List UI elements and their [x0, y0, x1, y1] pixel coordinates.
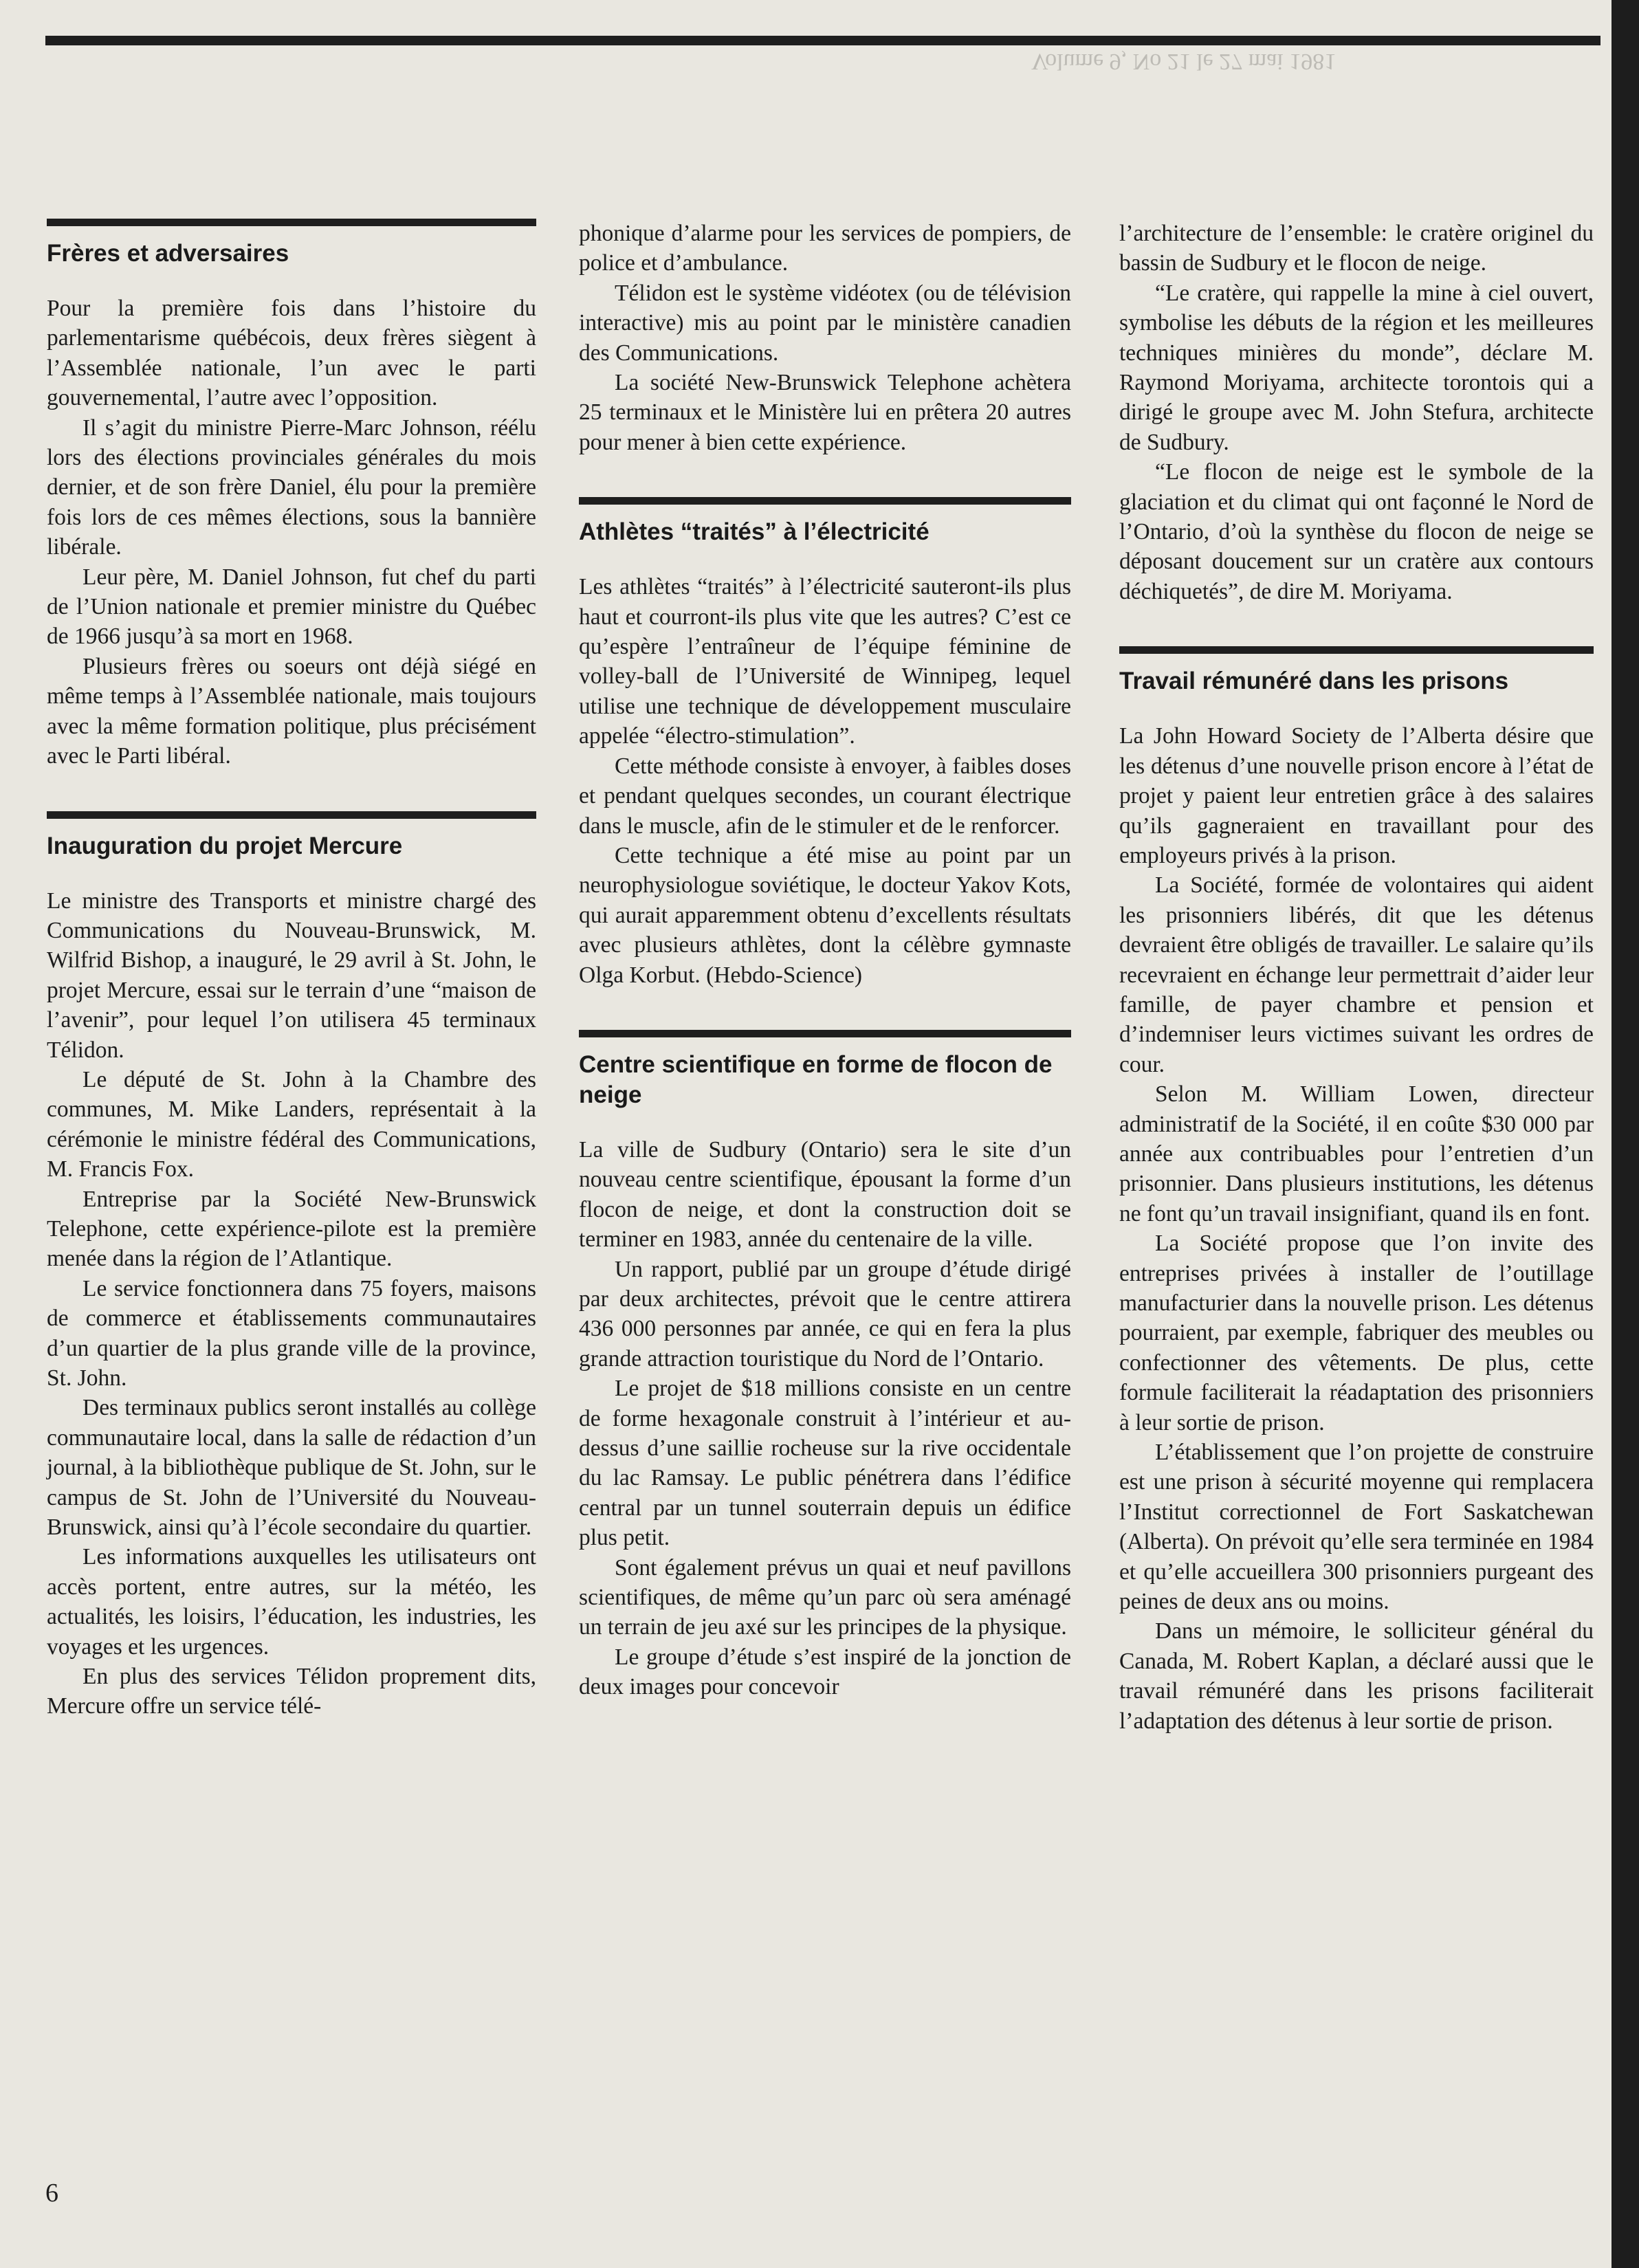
paragraph: La ville de Sudbury (Ontario) sera le site d’un nouveau centre scientifique, épousant la forme d’un flocon de neige, et dont la construction doit se terminer en 1983, année du centenaire de la ville.	[579, 1136, 1071, 1253]
article-prisons	[1119, 646, 1594, 1736]
header-rule	[45, 36, 1600, 45]
bleed-through-header: Volume 9, No 21 le 27 mai 1981	[1031, 49, 1336, 74]
article-title: Frères et adversaires	[47, 240, 289, 267]
page-edge-shadow	[1612, 0, 1639, 2268]
paragraph: Le groupe d’étude s’est inspiré de la jonction de deux images pour concevoir	[579, 1644, 1071, 1700]
paragraph: Pour la première fois dans l’histoire du parlementarisme québécois, deux frères siègent à l’Assemblée nationale, l’un avec le parti gouvernemental, l’autre avec l’opposition.	[47, 296, 536, 411]
paragraph: La Société, formée de volontaires qui aident les prisonniers libérés, dit que les détenus devraient être obligés de travailler. Le salaire qu’ils recevraient en échange leur permettrait d’aider leur famille, de payer chambre et pension et d’indemniser leurs victimes suivant les ordres de cour.	[1119, 872, 1594, 1077]
paragraph: Les informations auxquelles les utilisateurs ont accès portent, entre autres, sur la météo, les actualités, les loisirs, l’éducation, les industries, les voyages et les urgences.	[47, 1544, 536, 1660]
article-mercure	[47, 811, 536, 1721]
paragraph: Dans un mémoire, le solliciteur général du Canada, M. Robert Kaplan, a déclaré aussi que le travail rémunéré dans les prisons faciliterait l’adaptation des détenus à leur sortie de prison.	[1119, 1618, 1594, 1734]
paragraph: phonique d’alarme pour les services de pompiers, de police et d’ambulance.	[579, 221, 1071, 276]
paragraph: Il s’agit du ministre Pierre-Marc Johnson, réélu lors des élections provinciales générales du mois dernier, et de son frère Daniel, élu pour la première fois lors de ces mêmes élections, sous la bannière libérale.	[47, 415, 536, 560]
paragraph: Des terminaux publics seront installés au collège communautaire local, dans la salle de rédaction d’un journal, à la bibliothèque publique de St. John, sur le campus de St. John de l’Université du Nouveau-Brunswick, ainsi qu’à l’école secondaire du quartier.	[47, 1395, 536, 1541]
paragraph: Leur père, M. Daniel Johnson, fut chef du parti de l’Union nationale et premier ministre du Québec de 1966 jusqu’à sa mort en 1968.	[47, 564, 536, 650]
paragraph: Un rapport, publié par un groupe d’étude dirigé par deux architectes, prévoit que le centre attirera 436 000 personnes par année, ce qui en fera la plus grande attraction touristique du Nord de l’Ontario.	[579, 1256, 1071, 1372]
paragraph: Entreprise par la Société New-Brunswick Telephone, cette expérience-pilote est la première menée dans la région de l’Atlantique.	[47, 1186, 536, 1272]
paragraph: Le projet de $18 millions consiste en un centre de forme hexagonale construit à l’intérieur et au-dessus d’une saillie rocheuse sur la rive occidentale du lac Ramsay. Le public pénétrera dans l’édifice central par un tunnel souterrain depuis un édifice plus petit.	[579, 1376, 1071, 1551]
section-rule	[579, 1030, 1071, 1037]
paragraph: La société New-Brunswick Telephone achètera 25 terminaux et le Ministère lui en prêtera 20 autres pour mener à bien cette expérience.	[579, 370, 1071, 455]
article-title: Centre scientifique en forme de flocon de neige	[579, 1050, 1053, 1108]
page-number: 6	[45, 2179, 58, 2208]
article-title: Inauguration du projet Mercure	[47, 832, 403, 859]
section-rule	[47, 219, 536, 226]
column-2	[579, 219, 1071, 1702]
column-1	[47, 219, 536, 1721]
paragraph: La John Howard Society de l’Alberta désire que les détenus d’une nouvelle prison encore à l’état de projet y paient leur entretien grâce à des salaires qu’ils gagneraient en travaillant pour des employeurs privés à la prison.	[1119, 723, 1594, 868]
article-centre-continued	[1119, 219, 1594, 606]
paragraph: Télidon est le système vidéotex (ou de télévision interactive) mis au point par le ministère canadien des Communications.	[579, 280, 1071, 366]
paragraph: Les athlètes “traités” à l’électricité sauteront-ils plus haut et courront-ils plus vite que les autres? C’est ce qu’espère l’entraîneur de l’équipe féminine de volley-ball de l’Université de Winnipeg, lequel utilise une technique de développement musculaire appelée “électro-stimulation”.	[579, 574, 1071, 749]
paragraph: Cette méthode consiste à envoyer, à faibles doses et pendant quelques secondes, un courant électrique dans le muscle, afin de le stimuler et de le renforcer.	[579, 753, 1071, 839]
paragraph: Le service fonctionnera dans 75 foyers, maisons de commerce et établissements communautaires d’un quartier de la plus grande ville de la province, St. John.	[47, 1275, 536, 1391]
article-mercure-continued	[579, 219, 1071, 457]
paragraph: Cette technique a été mise au point par un neurophysiologue soviétique, le docteur Yakov Kots, qui aurait apparemment obtenu d’excellents résultats avec plusieurs athlètes, dont la célèbre gymnaste Olga Korbut. (Hebdo-Science)	[579, 842, 1071, 988]
paragraph: Le député de St. John à la Chambre des communes, M. Mike Landers, représentait à la cérémonie le ministre fédéral des Communications, M. Francis Fox.	[47, 1066, 536, 1182]
article-title: Athlètes “traités” à l’électricité	[579, 518, 930, 546]
article-athletes	[579, 497, 1071, 990]
article-title: Travail rémunéré dans les prisons	[1119, 668, 1509, 695]
paragraph: La Société propose que l’on invite des entreprises privées à installer de l’outillage manufacturier dans la nouvelle prison. Les détenus pourraient, par exemple, fabriquer des meubles ou confectionner des vêtements. De plus, cette formule faciliterait la réadaptation des prisonniers à leur sortie de prison.	[1119, 1231, 1594, 1435]
paragraph: Sont également prévus un quai et neuf pavillons scientifiques, de même qu’un parc où sera aménagé un terrain de jeu axé sur les principes de la physique.	[579, 1554, 1071, 1640]
paragraph: “Le cratère, qui rappelle la mine à ciel ouvert, symbolise les débuts de la région et les meilleures techniques minières du monde”, déclare M. Raymond Moriyama, architecte torontois qui a dirigé le groupe avec M. John Stefura, architecte de Sudbury.	[1119, 280, 1594, 455]
paragraph: Plusieurs frères ou soeurs ont déjà siégé en même temps à l’Assemblée nationale, mais toujours avec la même formation politique, plus précisément avec le Parti libéral.	[47, 653, 536, 769]
article-centre-scientifique	[579, 1030, 1071, 1702]
paragraph: l’architecture de l’ensemble: le cratère originel du bassin de Sudbury et le flocon de neige.	[1119, 221, 1594, 276]
section-rule	[1119, 646, 1594, 654]
paragraph: Selon M. William Lowen, directeur administratif de la Société, il en coûte $30 000 par année aux contribuables pour l’entretien d’un prisonnier. Dans plusieurs institutions, les détenus ne font qu’un travail insignifiant, quand ils en font.	[1119, 1081, 1594, 1226]
paragraph: En plus des services Télidon proprement dits, Mercure offre un service télé-	[47, 1664, 536, 1719]
paragraph: Le ministre des Transports et ministre chargé des Communications du Nouveau-Brunswick, M. Wilfrid Bishop, a inauguré, le 29 avril à St. John, le projet Mercure, essai sur le terrain d’une “maison de l’avenir”, pour lequel l’on utilisera 45 terminaux Télidon.	[47, 888, 536, 1063]
column-3	[1119, 219, 1594, 1736]
paragraph: L’établissement que l’on projette de construire est une prison à sécurité moyenne qui remplacera l’Institut correctionnel de Fort Saskatchewan (Alberta). On prévoit qu’elle sera terminée en 1984 et qu’elle accueillera 300 prisonniers purgeant des peines de deux ans ou moins.	[1119, 1440, 1594, 1615]
section-rule	[47, 811, 536, 819]
paragraph: “Le flocon de neige est le symbole de la glaciation et du climat qui ont façonné le Nord de l’Ontario, d’où la synthèse du flocon de neige se déposant doucement sur un cratère aux contours déchiquetés”, de dire M. Moriyama.	[1119, 459, 1594, 604]
article-freres	[47, 219, 536, 771]
section-rule	[579, 497, 1071, 505]
